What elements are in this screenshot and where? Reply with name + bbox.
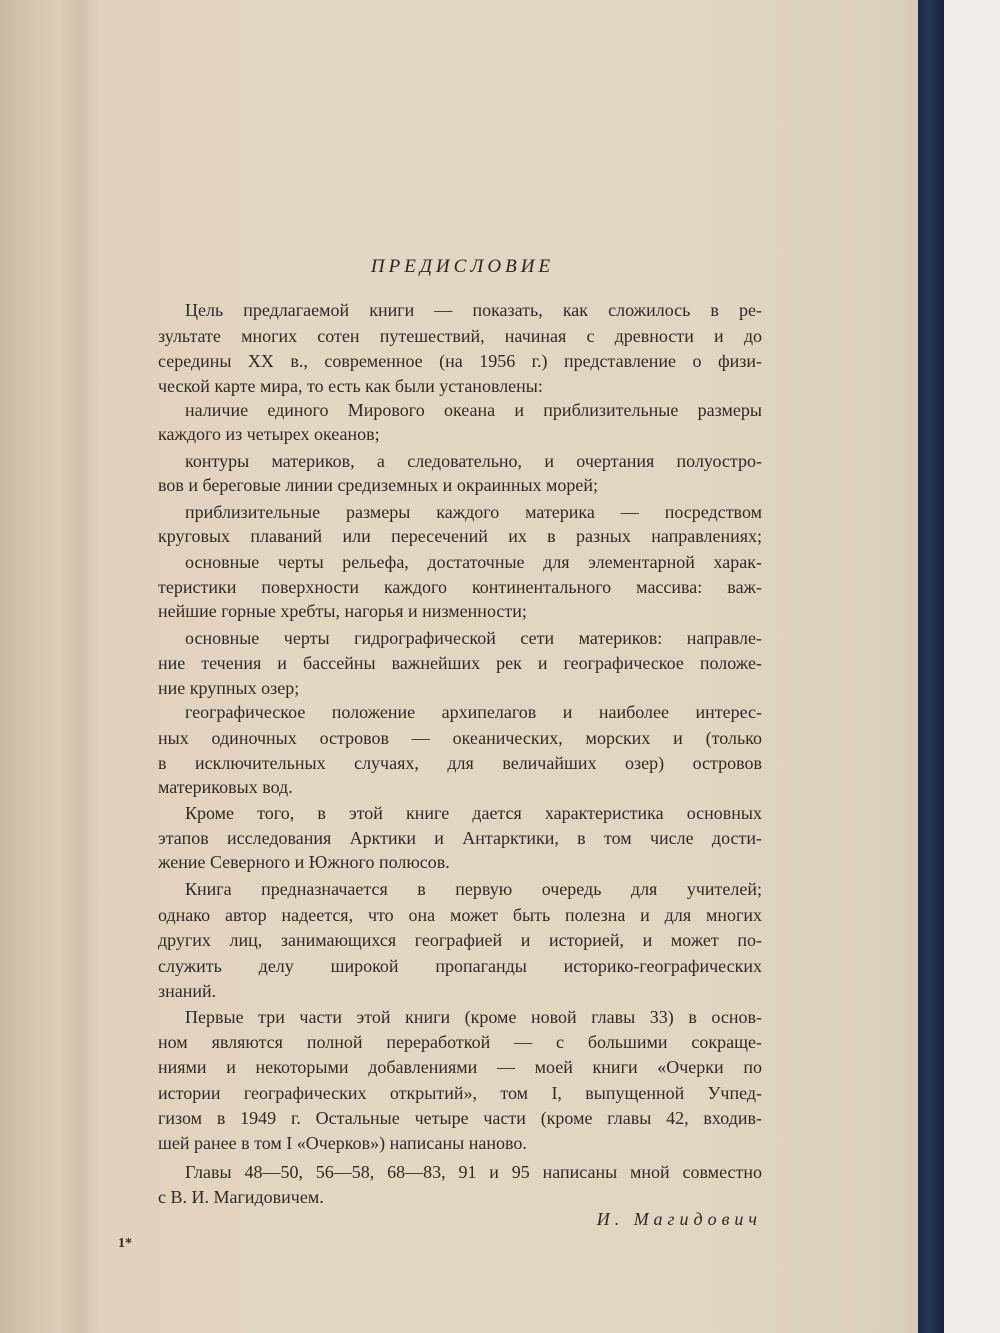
text-line: каждого из четырех океанов; — [158, 424, 380, 444]
text-line: контуры материков, а следовательно, и очертания полуостро- — [185, 451, 762, 471]
text-line: ние крупных озер; — [158, 678, 300, 698]
text-line: вов и береговые линии средиземных и окраинных морей; — [158, 475, 599, 495]
text-line: ние течения и бассейны важнейших рек и географическое положе- — [158, 653, 762, 673]
text-line: ном являются полной переработкой — с большими сокраще- — [158, 1032, 762, 1052]
text-line: приблизительные размеры каждого материка — посредством — [185, 502, 762, 522]
text-line: истории географических открытий», том I, выпущенной Учпед- — [158, 1083, 762, 1103]
text-line: зультате многих сотен путешествий, начиная с древности и до — [158, 326, 762, 346]
text-line: ниями и некоторыми добавлениями — моей книги «Очерки по — [158, 1057, 762, 1077]
text-line: Главы 48—50, 56—58, 68—83, 91 и 95 написаны мной совместно — [185, 1162, 762, 1182]
text-line: других лиц, занимающихся географией и историей, и может по- — [158, 930, 762, 950]
text-line: этапов исследования Арктики и Антарктики, в том числе дости- — [158, 828, 762, 848]
text-line: шей ранее в том I «Очерков») написаны наново. — [158, 1133, 527, 1153]
author-signature: И. Магидович — [596, 1209, 762, 1229]
text-line: знаний. — [158, 981, 217, 1001]
signature-mark: 1* — [118, 1236, 132, 1251]
text-line: теристики поверхности каждого континентального массива: важ- — [158, 577, 762, 597]
text-line: Кроме того, в этой книге дается характеристика основных — [185, 803, 762, 823]
text-line: ческой карте мира, то есть как были установлены: — [158, 376, 543, 396]
text-line: наличие единого Мирового океана и приблизительные размеры — [185, 400, 762, 420]
text-line: основные черты гидрографической сети материков: направле- — [185, 628, 762, 648]
text-line: нейшие горные хребты, нагорья и низменности; — [158, 601, 527, 621]
text-line: с В. И. Магидовичем. — [158, 1187, 324, 1207]
text-line: гизом в 1949 г. Остальные четыре части (кроме главы 42, входив- — [158, 1108, 762, 1128]
text-line: Цель предлагаемой книги — показать, как сложилось в ре- — [185, 300, 762, 320]
text-line: основные черты рельефа, достаточные для элементарной харак- — [185, 552, 762, 572]
page-fold-shadow — [60, 0, 100, 1333]
text-line: жение Северного и Южного полюсов. — [158, 852, 450, 872]
background — [944, 0, 1000, 1333]
text-line: географическое положение архипелагов и наиболее интерес- — [185, 702, 762, 722]
book-cover-edge — [918, 0, 944, 1333]
page-title: ПРЕДИСЛОВИЕ — [370, 256, 555, 277]
text-line: середины XX в., современное (на 1956 г.) представление о физи- — [158, 351, 762, 371]
text-line: ных одиночных островов — океанических, морских и (только — [158, 728, 762, 748]
text-line: Первые три части этой книги (кроме новой главы 33) в основ- — [185, 1007, 762, 1027]
text-line: материковых вод. — [158, 777, 293, 797]
text-line: Книга предназначается в первую очередь для учителей; — [185, 879, 762, 899]
text-line: однако автор надеется, что она может быть полезна и для многих — [158, 905, 762, 925]
text-line: в исключительных случаях, для величайших озер) островов — [158, 753, 762, 773]
text-line: служить делу широкой пропаганды историко-географических — [158, 956, 762, 976]
text-line: круговых плаваний или пересечений их в разных направлениях; — [158, 526, 762, 546]
